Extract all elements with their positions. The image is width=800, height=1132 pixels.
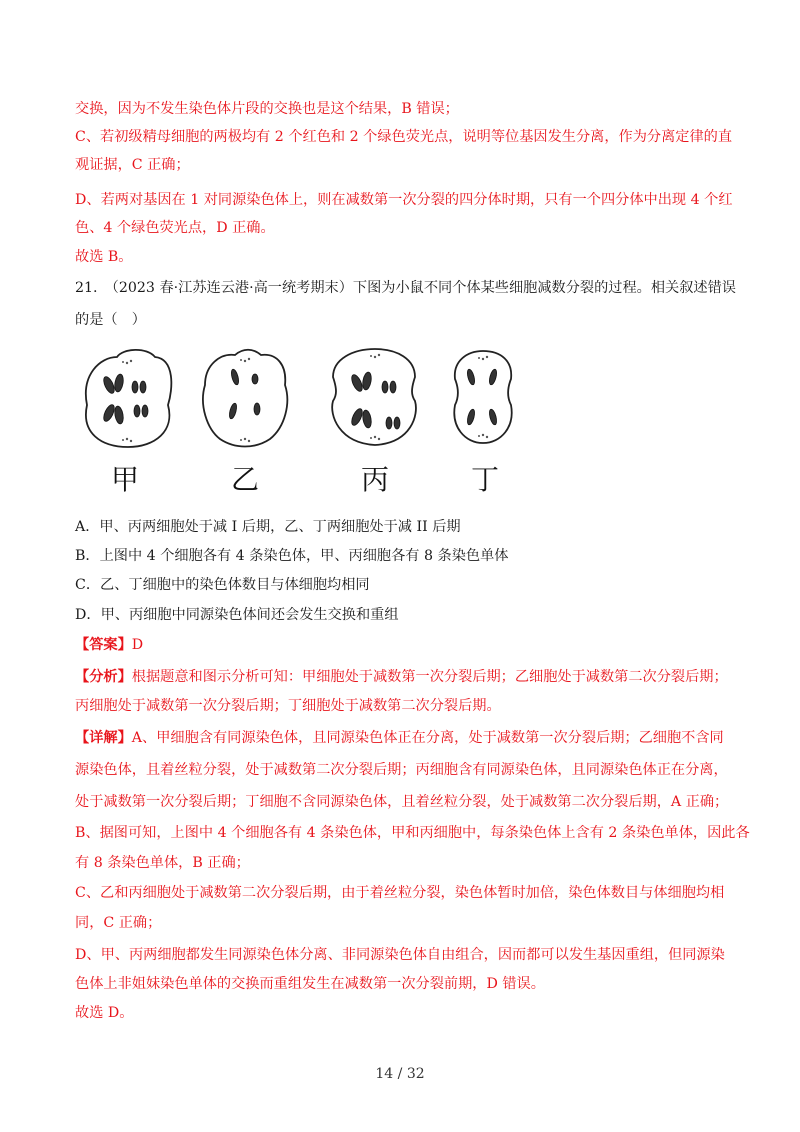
detail-line: 同，C 正确； xyxy=(75,915,162,931)
prev-detail-line: 观证据，C 正确； xyxy=(75,157,190,173)
prev-detail-line: 故选 B。 xyxy=(75,249,133,265)
prev-detail-line: 色、4 个绿色荧光点，D 正确。 xyxy=(75,220,275,236)
answer-value: D xyxy=(131,637,144,653)
analysis-line: 丙细胞处于减数第一次分裂后期；丁细胞处于减数第二次分裂后期。 xyxy=(75,698,501,714)
meiosis-figure xyxy=(75,343,555,496)
option-b: B．上图中 4 个细胞各有 4 条染色体，甲、丙细胞各有 8 条染色单体 xyxy=(75,548,509,564)
detail-text: A、甲细胞含有同源染色体，且同源染色体正在分离，处于减数第一次分裂后期；乙细胞不含同 xyxy=(131,730,724,746)
analysis-line xyxy=(75,666,728,688)
prev-detail-line: D、若两对基因在 1 对同源染色体上，则在减数第一次分裂的四分体时期，只有一个四分体中出现 4 个红 xyxy=(75,192,733,208)
question-stem: 21. （2023 春·江苏连云港·高一统考期末）下图为小鼠不同个体某些细胞减数分裂的过程。相关叙述错误 xyxy=(75,280,736,296)
question-stem: 的是（ ） xyxy=(75,312,146,328)
detail-line: 故选 D。 xyxy=(75,1005,134,1021)
cell-bing-outline xyxy=(332,349,416,445)
detail-line: 源染色体，且着丝粒分裂，处于减数第二次分裂后期；丙细胞含有同源染色体，且同源染色体正在分离， xyxy=(75,762,728,778)
page-total: 32 xyxy=(406,1066,425,1082)
detail-line xyxy=(75,727,725,749)
detail-line: B、据图可知，上图中 4 个细胞各有 4 条染色体，甲和丙细胞中，每条染色体上含有 2 条染色单体，因此各 xyxy=(75,825,750,841)
analysis-text: 根据题意和图示分析可知：甲细胞处于减数第一次分裂后期；乙细胞处于减数第二次分裂后期； xyxy=(131,669,728,685)
cell-label-ding: 丁 xyxy=(470,463,499,496)
option-d: D．甲、丙细胞中同源染色体间还会发生交换和重组 xyxy=(75,607,399,623)
cell-label-bing: 丙 xyxy=(360,463,389,496)
prev-detail-line: 交换，因为不发生染色体片段的交换也是这个结果，B 错误； xyxy=(75,101,459,117)
cell-jia-outline xyxy=(86,350,171,447)
page-current: 14 xyxy=(375,1066,394,1082)
cell-label-jia: 甲 xyxy=(110,463,139,496)
option-c: C．乙、丁细胞中的染色体数目与体细胞均相同 xyxy=(75,577,370,593)
detail-line: 处于减数第一次分裂后期；丁细胞不含同源染色体，且着丝粒分裂，处于减数第二次分裂后期，A 正确； xyxy=(75,794,729,810)
cell-diagrams xyxy=(75,343,555,458)
detail-line: C、乙和丙细胞处于减数第二次分裂后期，由于着丝粒分裂，染色体暂时加倍，染色体数目与体细胞均相 xyxy=(75,885,725,901)
detail-line: D、甲、丙两细胞都发生同源染色体分离、非同源染色体自由组合，因而都可以发生基因重组，但同源染 xyxy=(75,947,725,963)
prev-detail-line: C、若初级精母细胞的两极均有 2 个红色和 2 个绿色荧光点，说明等位基因发生分离，作为分离定律的直 xyxy=(75,129,733,145)
cell-ding-outline xyxy=(454,351,511,443)
analysis-tag: 【分析】 xyxy=(75,669,132,685)
cell-yi-outline xyxy=(203,350,287,447)
page-separator: / xyxy=(397,1066,403,1082)
answer-line xyxy=(75,634,725,656)
detail-line: 色体上非姐妹染色单体的交换而重组发生在减数第一次分裂前期，D 错误。 xyxy=(75,976,545,992)
cell-label-yi: 乙 xyxy=(230,463,259,496)
answer-tag: 【答案】 xyxy=(75,637,132,653)
page-number xyxy=(0,1066,800,1082)
detail-tag: 【详解】 xyxy=(75,730,132,746)
detail-line: 有 8 条染色单体，B 正确； xyxy=(75,855,250,871)
option-a: A．甲、丙两细胞处于减 I 后期，乙、丁两细胞处于减 II 后期 xyxy=(75,519,461,535)
